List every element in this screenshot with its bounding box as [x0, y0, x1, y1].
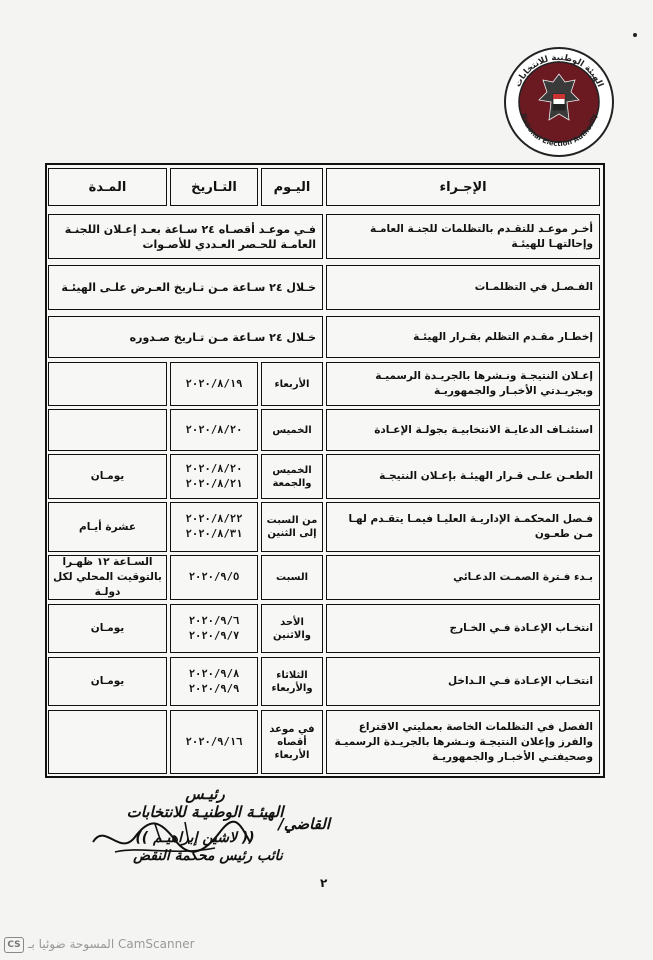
table-row: [47, 409, 603, 453]
row-duration: يومـان: [48, 604, 167, 653]
row-day: في موعد أقصاه الأربعاء: [261, 710, 323, 774]
table-row: [47, 710, 603, 776]
judge-label: القاضي/: [278, 815, 330, 833]
camscanner-logo-icon: CS: [4, 937, 24, 953]
signatory-title-line1: رئيـس: [185, 785, 225, 803]
signatory-position: نائب رئيس محكمة النقض: [133, 848, 283, 864]
svg-text:الهيئة الوطنية للانتخابات: الهيئة الوطنية للانتخابات: [513, 52, 605, 89]
table-row: [47, 555, 603, 602]
row-date: ٢٠٢٠/٨/١٩: [170, 362, 258, 406]
table-row: [47, 454, 603, 501]
row-action: إعـلان النتيجـة ونـشرها بالجريـدة الرسميـة وبجريـدتي الأخبـار والجمهوريـة: [326, 362, 600, 406]
row-day: الخميس والجمعة: [261, 454, 323, 499]
row-action: استئنـاف الدعايـة الانتخابيـة بجولـة الإعـادة: [326, 409, 600, 451]
camscanner-watermark: CamScanner المسوحة ضوئيا بـ: [28, 937, 195, 951]
row-action: الفصل في التظلمات الخاصة بعمليتي الاقتراع والفرز وإعلان النتيجـة ونـشرها بالجريـدة الرسميـة وصحيفتـي الأخبـار والجمهوريـة: [326, 710, 600, 774]
row-timing: فـي موعـد أقصـاه ٢٤ سـاعة بعـد إعـلان اللجنـة العامـة للحـصر العـددي للأصـوات: [48, 214, 323, 259]
header-action: الإجـراء: [326, 168, 600, 206]
svg-text:National Election Authority: National Election Authority: [519, 112, 599, 149]
row-action: انتخـاب الإعـادة فـي الـداخل: [326, 657, 600, 706]
table-row: [47, 265, 603, 312]
table-row: [47, 657, 603, 708]
row-day: الأربعاء: [261, 362, 323, 406]
row-duration: [48, 710, 167, 774]
header-day: اليـوم: [261, 168, 323, 206]
row-date: ٢٠٢٠/٨/٢٠ ٢٠٢٠/٨/٢١: [170, 454, 258, 499]
signatory-title-line2: الهيئـة الوطنيـة للانتخابات: [126, 803, 284, 821]
row-date: ٢٠٢٠/٩/٦ ٢٠٢٠/٩/٧: [170, 604, 258, 653]
signatory-name: (( لاشين إبراهيـم )): [135, 830, 255, 846]
election-schedule-table: [45, 163, 605, 778]
row-date: ٢٠٢٠/٨/٢٢ ٢٠٢٠/٨/٣١: [170, 502, 258, 552]
page-number: ٢: [320, 876, 328, 890]
header-duration: المـدة: [48, 168, 167, 206]
row-duration: يومـان: [48, 657, 167, 706]
row-date: ٢٠٢٠/٩/٨ ٢٠٢٠/٩/٩: [170, 657, 258, 706]
row-action: بـدء فـترة الصمـت الدعـائي: [326, 555, 600, 600]
row-action: الطعـن علـى قـرار الهيئـة بإعـلان النتيجـة: [326, 454, 600, 499]
row-date: ٢٠٢٠/٨/٢٠: [170, 409, 258, 451]
row-duration: [48, 362, 167, 406]
row-timing: خـلال ٢٤ سـاعة مـن تـاريخ صـدوره: [48, 316, 323, 358]
row-day: الأحد والاثنين: [261, 604, 323, 653]
row-day: الثلاثاء والأربعاء: [261, 657, 323, 706]
row-duration: السـاعة ١٢ ظهـرا بالتوقيت المحلي لكل دولـة: [48, 555, 167, 600]
row-duration: يومـان: [48, 454, 167, 499]
row-date: ٢٠٢٠/٩/٥: [170, 555, 258, 600]
table-row: [47, 362, 603, 408]
row-day: السبت: [261, 555, 323, 600]
row-action: إخطـار مقـدم التظلم بقـرار الهيئـة: [326, 316, 600, 358]
row-day: الخميس: [261, 409, 323, 451]
row-action: أخـر موعـد للتقـدم بالتظلمات للجنـة العامـة وإحالتهـا للهيئـة: [326, 214, 600, 259]
header-date: التـاريخ: [170, 168, 258, 206]
row-day: من السبت إلى الثنين: [261, 502, 323, 552]
row-action: انتخـاب الإعـادة فـي الخـارج: [326, 604, 600, 653]
table-row: [47, 604, 603, 655]
row-duration: [48, 409, 167, 451]
table-header-row: [47, 165, 603, 209]
row-timing: خـلال ٢٤ سـاعة مـن تـاريخ العـرض علـى الهيئـة: [48, 265, 323, 310]
table-row: [47, 214, 603, 261]
row-action: الفـصـل في التظلمـات: [326, 265, 600, 310]
row-duration: عشرة أيـام: [48, 502, 167, 552]
table-row: [47, 316, 603, 361]
row-date: ٢٠٢٠/٩/١٦: [170, 710, 258, 774]
row-action: فـصل المحكمـة الإداريـة العليـا فيمـا يتقـدم لهـا مـن طعـون: [326, 502, 600, 552]
national-election-authority-logo: [503, 46, 615, 158]
mark-dot: [633, 33, 637, 37]
table-row: [47, 502, 603, 554]
